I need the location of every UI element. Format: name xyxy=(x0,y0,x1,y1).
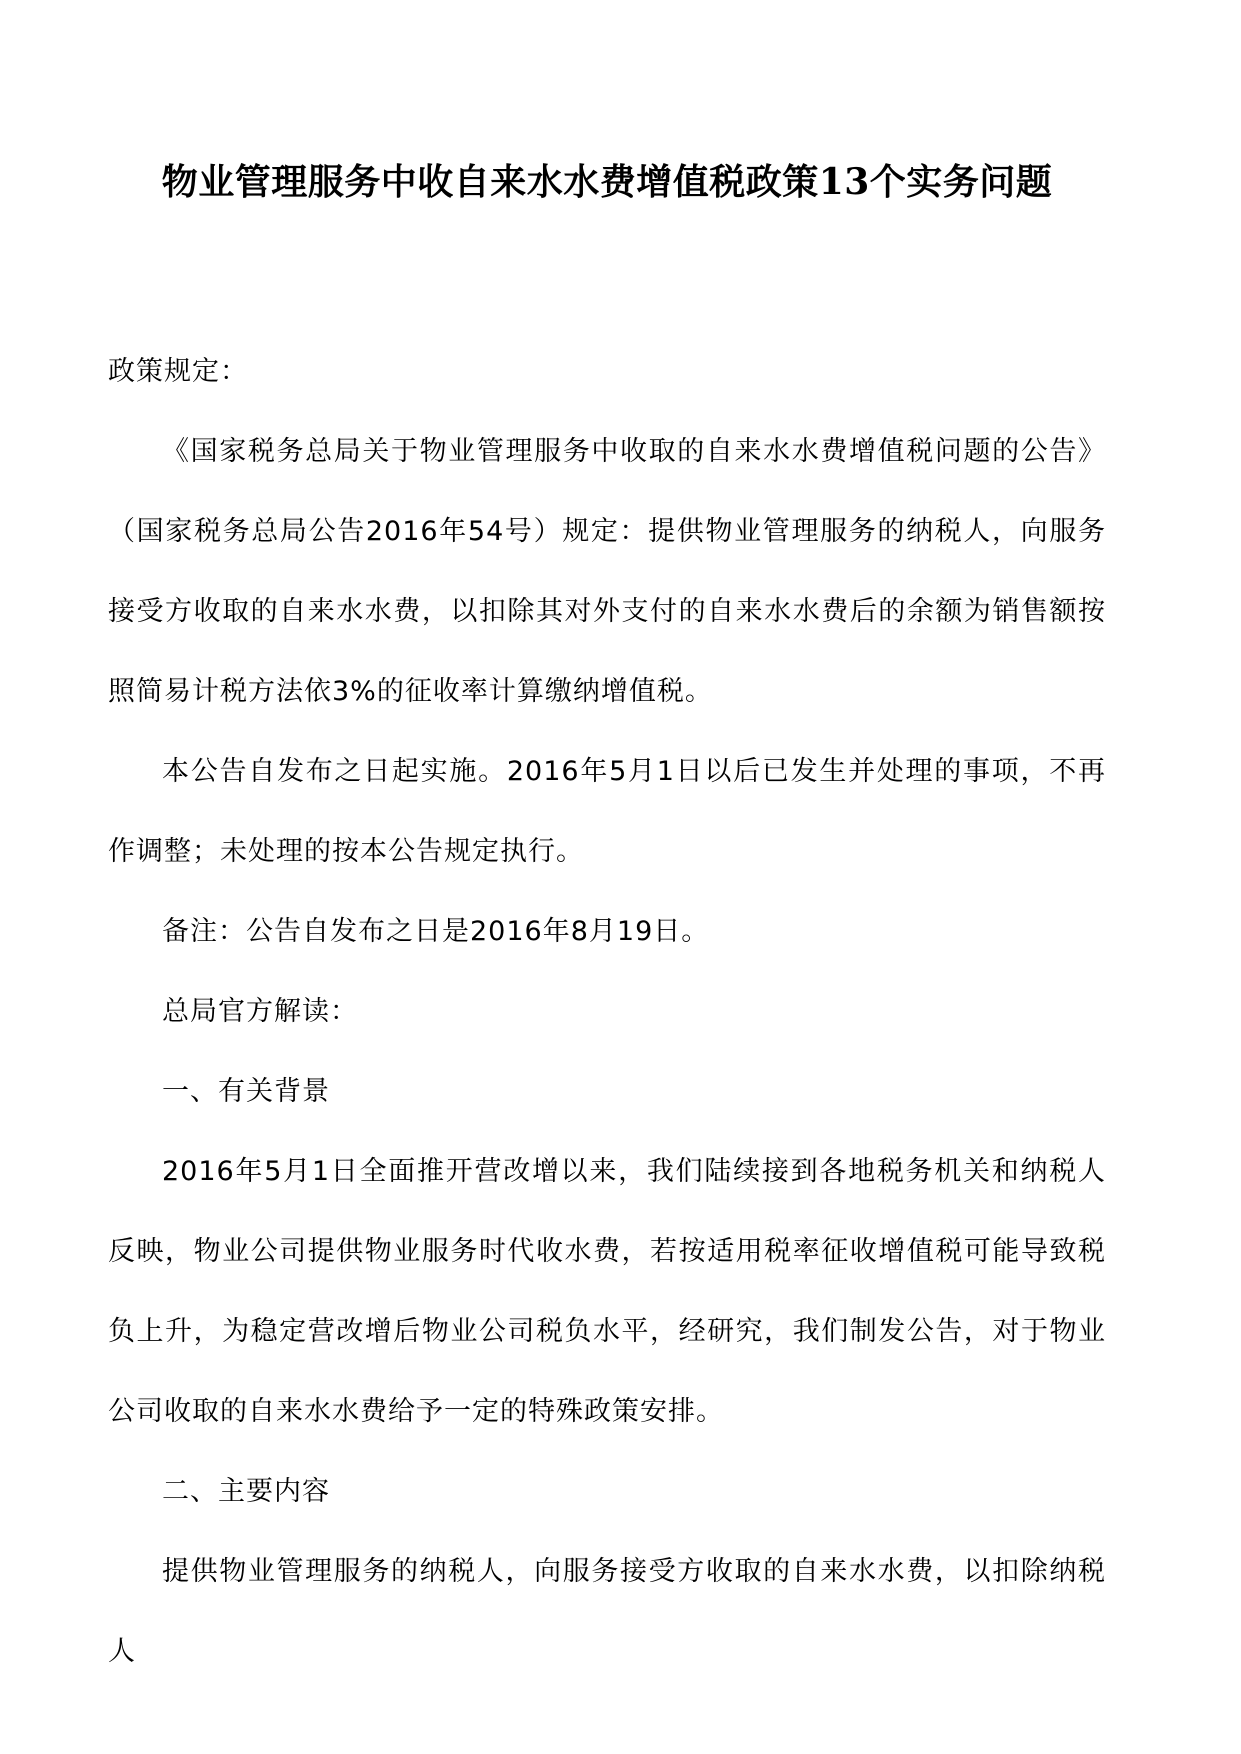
subheading-background: 一、有关背景 xyxy=(162,1076,330,1107)
subheading-main-content: 二、主要内容 xyxy=(162,1476,330,1507)
body-paragraph: 《国家税务总局关于物业管理服务中收取的自来水水费增值税问题的公告》（国家税务总局公告2016年54号）规定：提供物业管理服务的纳税人，向服务接受方收取的自来水水费，以扣除其对外支付的自来水水费后的余额为销售额按照简易计税方法依3%的征收率计算缴纳增值税。 xyxy=(108,436,1106,707)
section-heading-interpretation: 总局官方解读： xyxy=(162,996,358,1027)
section-heading-policy: 政策规定： xyxy=(108,356,248,387)
note-paragraph: 备注：公告自发布之日是2016年8月19日。 xyxy=(162,916,710,947)
body-paragraph: 2016年5月1日全面推开营改增以来，我们陆续接到各地税务机关和纳税人反映，物业公司提供物业服务时代收水费，若按适用税率征收增值税可能导致税负上升，为稳定营改增后物业公司税负水平，经研究，我们制发公告，对于物业公司收取的自来水水费给予一定的特殊政策安排。 xyxy=(108,1156,1106,1427)
body-paragraph: 本公告自发布之日起实施。2016年5月1日以后已发生并处理的事项，不再作调整；未处理的按本公告规定执行。 xyxy=(108,756,1106,867)
document-body xyxy=(108,332,1106,1692)
body-paragraph: 提供物业管理服务的纳税人，向服务接受方收取的自来水水费，以扣除纳税人 xyxy=(108,1556,1106,1667)
document-title: 物业管理服务中收自来水水费增值税政策13个实务问题 xyxy=(161,161,1053,203)
